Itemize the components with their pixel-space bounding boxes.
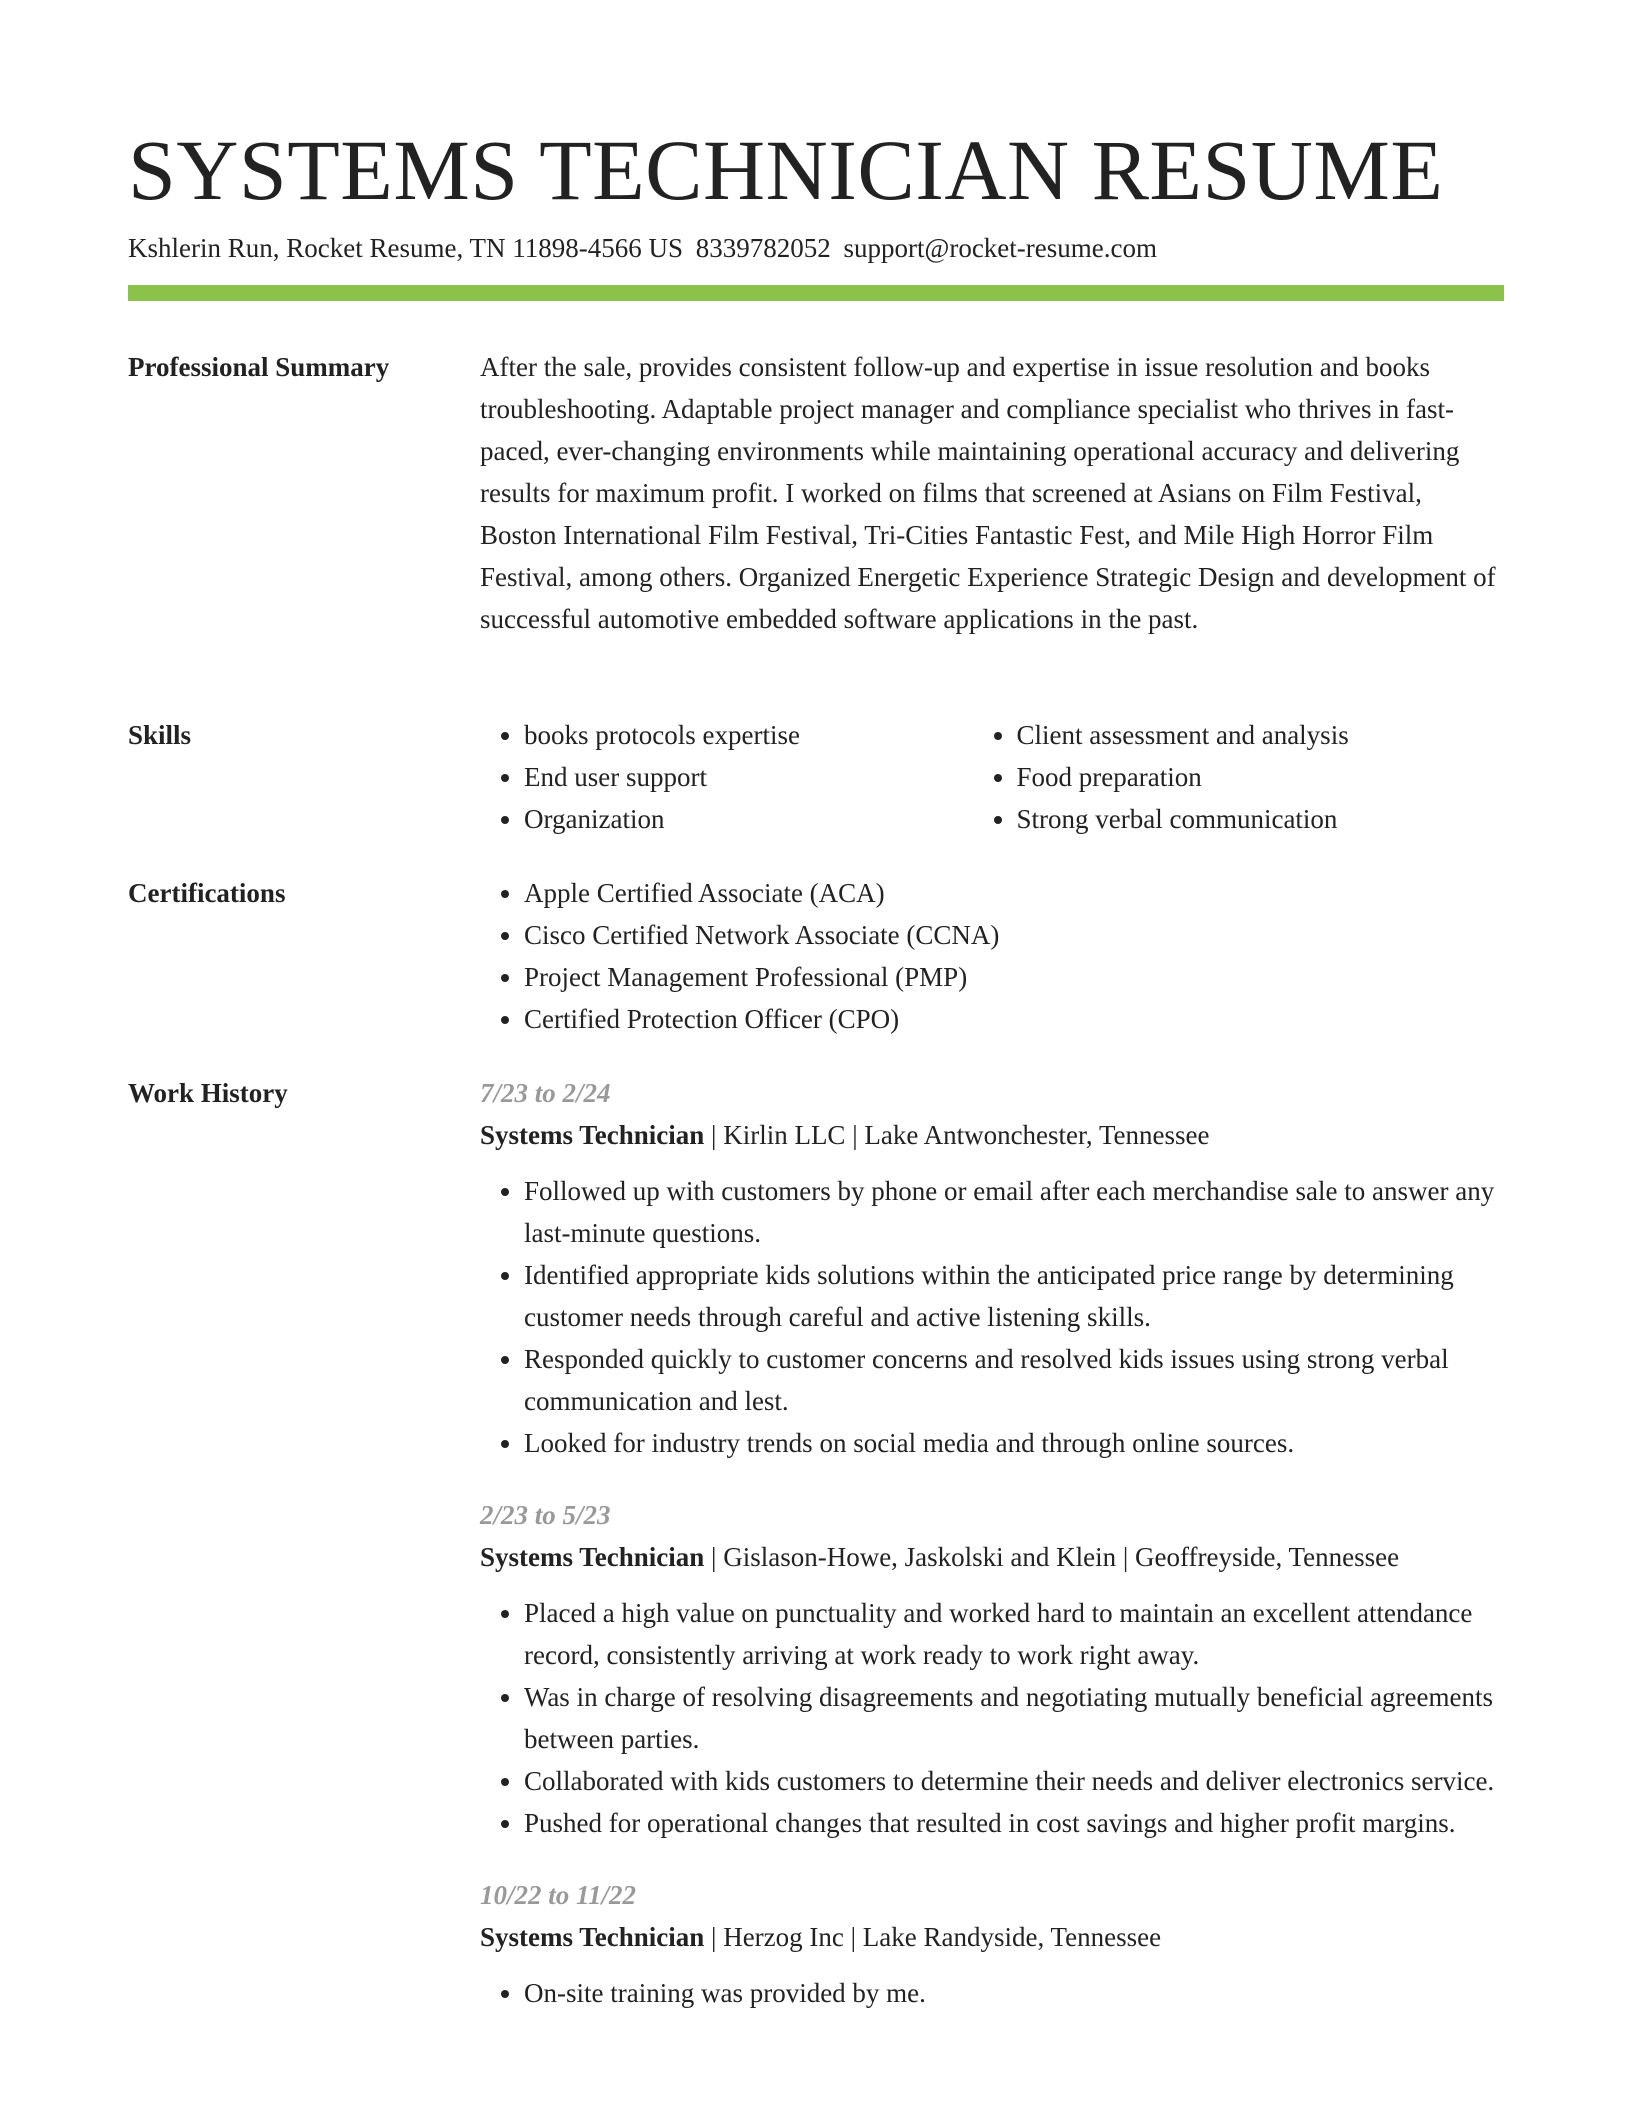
certification-item: • Apple Certified Associate (ACA)	[524, 872, 1504, 914]
job-entry	[480, 1874, 1504, 2014]
job-heading	[480, 1916, 1504, 1958]
job-dates: 2/23 to 5/23	[480, 1500, 611, 1530]
job-dates: 7/23 to 2/24	[480, 1078, 611, 1108]
job-bullet: • Placed a high value on punctuality and worked hard to maintain an excellent attendance record, consistently arriving at work ready to work right away.	[524, 1592, 1504, 1676]
job-bullet: • Responded quickly to customer concerns and resolved kids issues using strong verbal communication and lest.	[524, 1338, 1504, 1422]
job-title: Systems Technician	[480, 1542, 705, 1572]
job-bullet: • Looked for industry trends on social media and through online sources.	[524, 1422, 1504, 1464]
skills-label: Skills	[128, 720, 192, 750]
skill-item: • Client assessment and analysis	[1017, 714, 1505, 756]
job-dates: 10/22 to 11/22	[480, 1880, 637, 1910]
job-bullets	[480, 1170, 1504, 1464]
work-history-label: Work History	[128, 1078, 288, 1108]
resume-title: SYSTEMS TECHNICIAN RESUME	[128, 122, 1444, 218]
certifications-label: Certifications	[128, 878, 286, 908]
job-title: Systems Technician	[480, 1922, 705, 1952]
certifications-content	[480, 872, 1504, 1040]
job-entry	[480, 1494, 1504, 1844]
job-details: | Gislason-Howe, Jaskolski and Klein | Geoffreyside, Tennessee	[704, 1542, 1400, 1572]
summary-text: After the sale, provides consistent follow-up and expertise in issue resolution and books troubleshooting. Adaptable project manager and compliance specialist who thrives in fast-paced, ever-changing environments while maintaining operational accuracy and delivering results for maximum profit. I worked on films that screened at Asians on Film Festival, Boston International Film Festival, Tri-Cities Fantastic Fest, and Mile High Horror Film Festival, among others. Organized Energetic Experience Strategic Design and development of successful automotive embedded software applications in the past.	[480, 352, 1496, 634]
header-divider	[128, 285, 1504, 301]
skills-content	[480, 714, 1504, 840]
job-bullet: • Collaborated with kids customers to determine their needs and deliver electronics service.	[524, 1760, 1504, 1802]
job-bullets	[480, 1592, 1504, 1844]
job-details: | Herzog Inc | Lake Randyside, Tennessee	[704, 1922, 1162, 1952]
skill-item: • Food preparation	[1017, 756, 1505, 798]
skills-column-1	[480, 714, 973, 840]
skill-item: • books protocols expertise	[524, 714, 973, 756]
work-history-content	[480, 1072, 1504, 2044]
contact-phone: 8339782052	[695, 233, 831, 263]
job-bullet: • Was in charge of resolving disagreements and negotiating mutually beneficial agreements between parties.	[524, 1676, 1504, 1760]
job-details: | Kirlin LLC | Lake Antwonchester, Tennessee	[704, 1120, 1210, 1150]
contact-address: Kshlerin Run, Rocket Resume, TN 11898-4566 US	[128, 233, 683, 263]
job-heading	[480, 1536, 1504, 1578]
skill-item: • End user support	[524, 756, 973, 798]
skill-item: • Strong verbal communication	[1017, 798, 1505, 840]
skills-column-2	[973, 714, 1505, 840]
certification-item: • Certified Protection Officer (CPO)	[524, 998, 1504, 1040]
job-title: Systems Technician	[480, 1120, 705, 1150]
certifications-list	[480, 872, 1504, 1040]
job-bullet: • Identified appropriate kids solutions within the anticipated price range by determining customer needs through careful and active listening skills.	[524, 1254, 1504, 1338]
job-bullet: • On-site training was provided by me.	[524, 1972, 1504, 2014]
job-bullet: • Followed up with customers by phone or email after each merchandise sale to answer any last-minute questions.	[524, 1170, 1504, 1254]
certification-item: • Project Management Professional (PMP)	[524, 956, 1504, 998]
job-entry	[480, 1072, 1504, 1464]
summary-content	[480, 346, 1504, 640]
summary-label: Professional Summary	[128, 352, 390, 382]
job-bullet: • Pushed for operational changes that resulted in cost savings and higher profit margins.	[524, 1802, 1504, 1844]
job-heading	[480, 1114, 1504, 1156]
certification-item: • Cisco Certified Network Associate (CCNA)	[524, 914, 1504, 956]
contact-line	[128, 230, 1163, 266]
contact-email[interactable]: support@rocket-resume.com	[843, 233, 1157, 263]
skill-item: • Organization	[524, 798, 973, 840]
job-bullets	[480, 1972, 1504, 2014]
